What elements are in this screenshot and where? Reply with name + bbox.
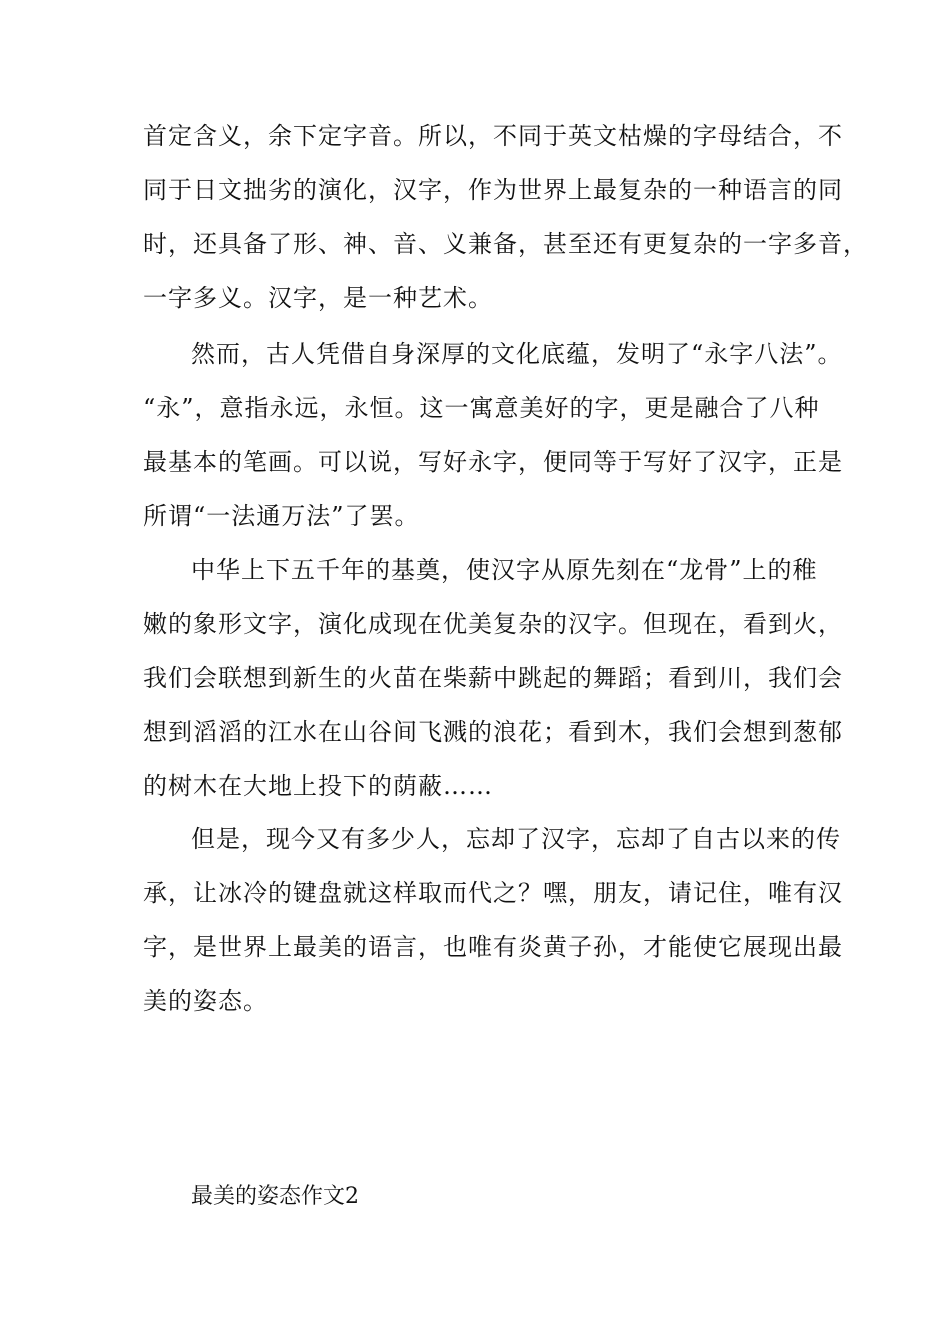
text-line: 但是，现今又有多少人，忘却了汉字，忘却了自古以来的传 [191, 825, 841, 853]
text-line: 美的姿态。 [143, 987, 268, 1015]
text-line: 中华上下五千年的基奠，使汉字从原先刻在“龙骨”上的稚 [191, 556, 818, 584]
text-line: “永”，意指永远，永恒。这一寓意美好的字，更是融合了八种 [143, 394, 820, 422]
text-line: 想到滔滔的江水在山谷间飞溅的浪花；看到木，我们会想到葱郁 [143, 718, 843, 746]
text-line: 最基本的笔画。可以说，写好永字，便同等于写好了汉字，正是 [143, 448, 843, 476]
text-line: 首定含义，余下定字音。所以，不同于英文枯燥的字母结合，不 [143, 122, 843, 150]
paragraph-3 [143, 543, 843, 813]
text-line: 时，还具备了形、神、音、义兼备，甚至还有更复杂的一字多音， [143, 230, 868, 258]
text-line: 同于日文拙劣的演化，汉字，作为世界上最复杂的一种语言的同 [143, 176, 843, 204]
text-line: 我们会联想到新生的火苗在柴薪中跳起的舞蹈；看到川，我们会 [143, 664, 843, 692]
paragraph-1 [143, 109, 868, 325]
paragraph-4 [143, 812, 843, 1028]
text-line: 所谓“一法通万法”了罢。 [143, 502, 420, 530]
text-line: 承，让冰冷的键盘就这样取而代之？嘿，朋友，请记住，唯有汉 [143, 879, 843, 907]
text-line: 字，是世界上最美的语言，也唯有炎黄子孙，才能使它展现出最 [143, 933, 843, 961]
essay-title: 最美的姿态作文2 [191, 1184, 359, 1209]
text-line: 然而，古人凭借自身深厚的文化底蕴，发明了“永字八法”。 [191, 340, 843, 368]
paragraph-2 [143, 327, 843, 543]
text-line: 一字多义。汉字，是一种艺术。 [143, 284, 493, 312]
text-line: 嫩的象形文字，演化成现在优美复杂的汉字。但现在，看到火， [143, 610, 843, 638]
text-line: 的树木在大地上投下的荫蔽…… [143, 772, 493, 800]
